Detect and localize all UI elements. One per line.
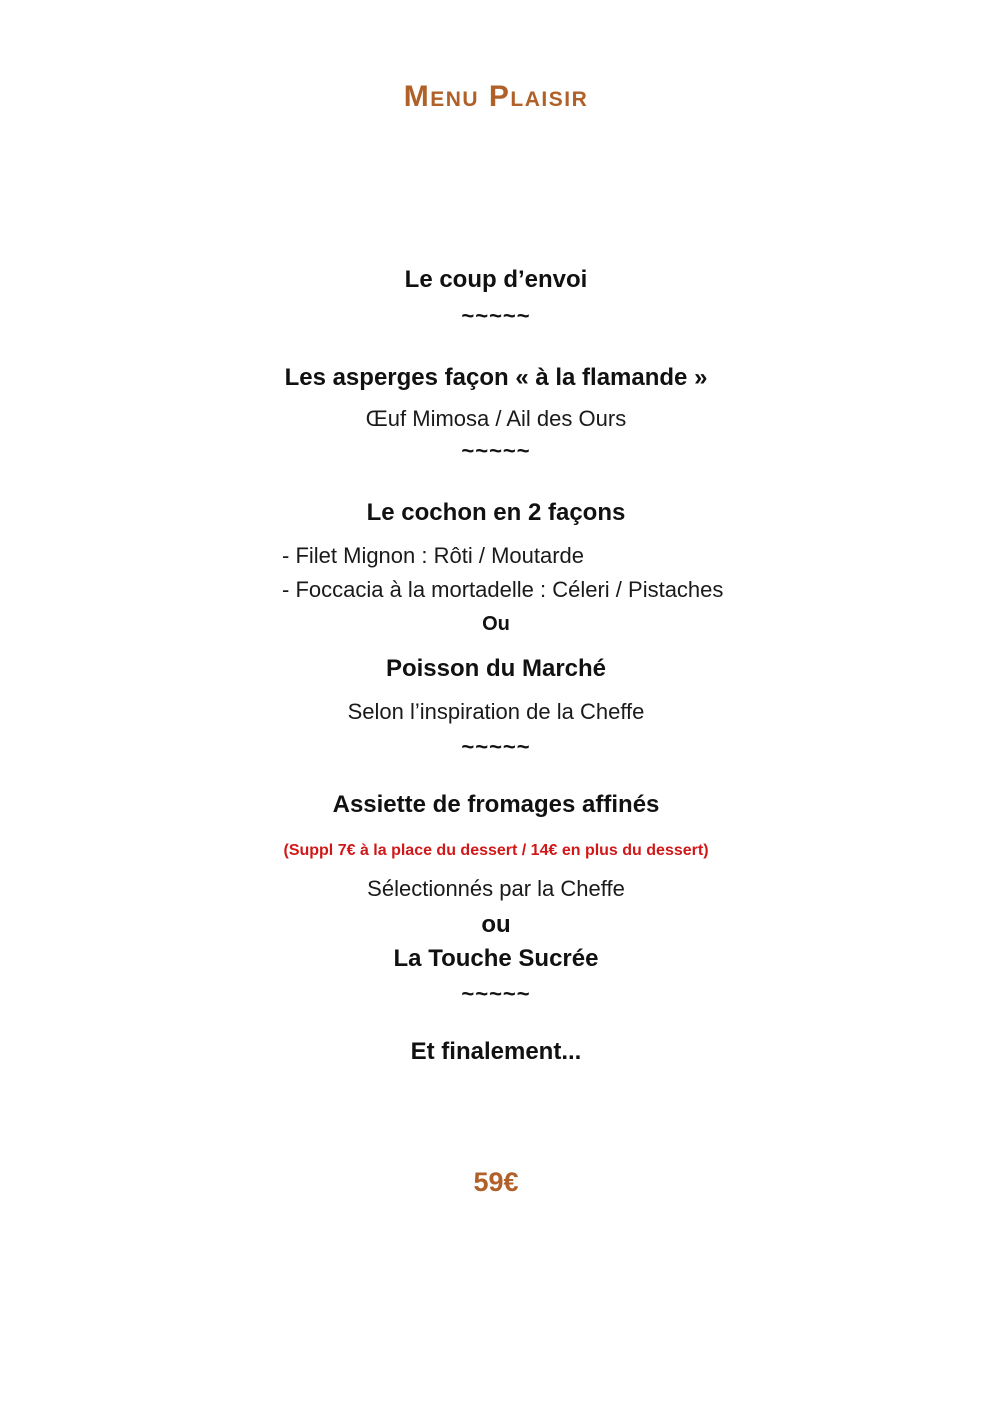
supplement-note: (Suppl 7€ à la place du dessert / 14€ en plus du dessert) bbox=[283, 842, 709, 859]
menu-price: 59€ bbox=[473, 1167, 519, 1197]
course-finalement: Et finalement... bbox=[410, 1038, 582, 1065]
course-fromages-desc: Sélectionnés par la Cheffe bbox=[367, 876, 625, 901]
cochon-item: - Filet Mignon : Rôti / Moutarde bbox=[282, 543, 585, 568]
cochon-item: - Foccacia à la mortadelle : Céleri / Pistaches bbox=[282, 577, 724, 602]
separator: ~~~~~ bbox=[461, 438, 531, 463]
separator: ~~~~~ bbox=[461, 981, 531, 1006]
course-touche-sucree: La Touche Sucrée bbox=[393, 945, 599, 972]
course-poisson-desc: Selon l’inspiration de la Cheffe bbox=[347, 699, 645, 724]
or-separator: ou bbox=[481, 911, 511, 938]
course-poisson-title: Poisson du Marché bbox=[385, 655, 607, 682]
course-asperges-desc: Œuf Mimosa / Ail des Ours bbox=[365, 406, 627, 431]
menu-title: Menu Plaisir bbox=[403, 80, 589, 113]
course-fromages-title: Assiette de fromages affinés bbox=[332, 791, 660, 818]
course-asperges-title: Les asperges façon « à la flamande » bbox=[284, 364, 708, 391]
separator: ~~~~~ bbox=[461, 734, 531, 759]
course-coup-envoi: Le coup d’envoi bbox=[404, 266, 588, 293]
separator: ~~~~~ bbox=[461, 303, 531, 328]
course-cochon-title: Le cochon en 2 façons bbox=[366, 499, 626, 526]
or-separator: Ou bbox=[482, 613, 510, 635]
